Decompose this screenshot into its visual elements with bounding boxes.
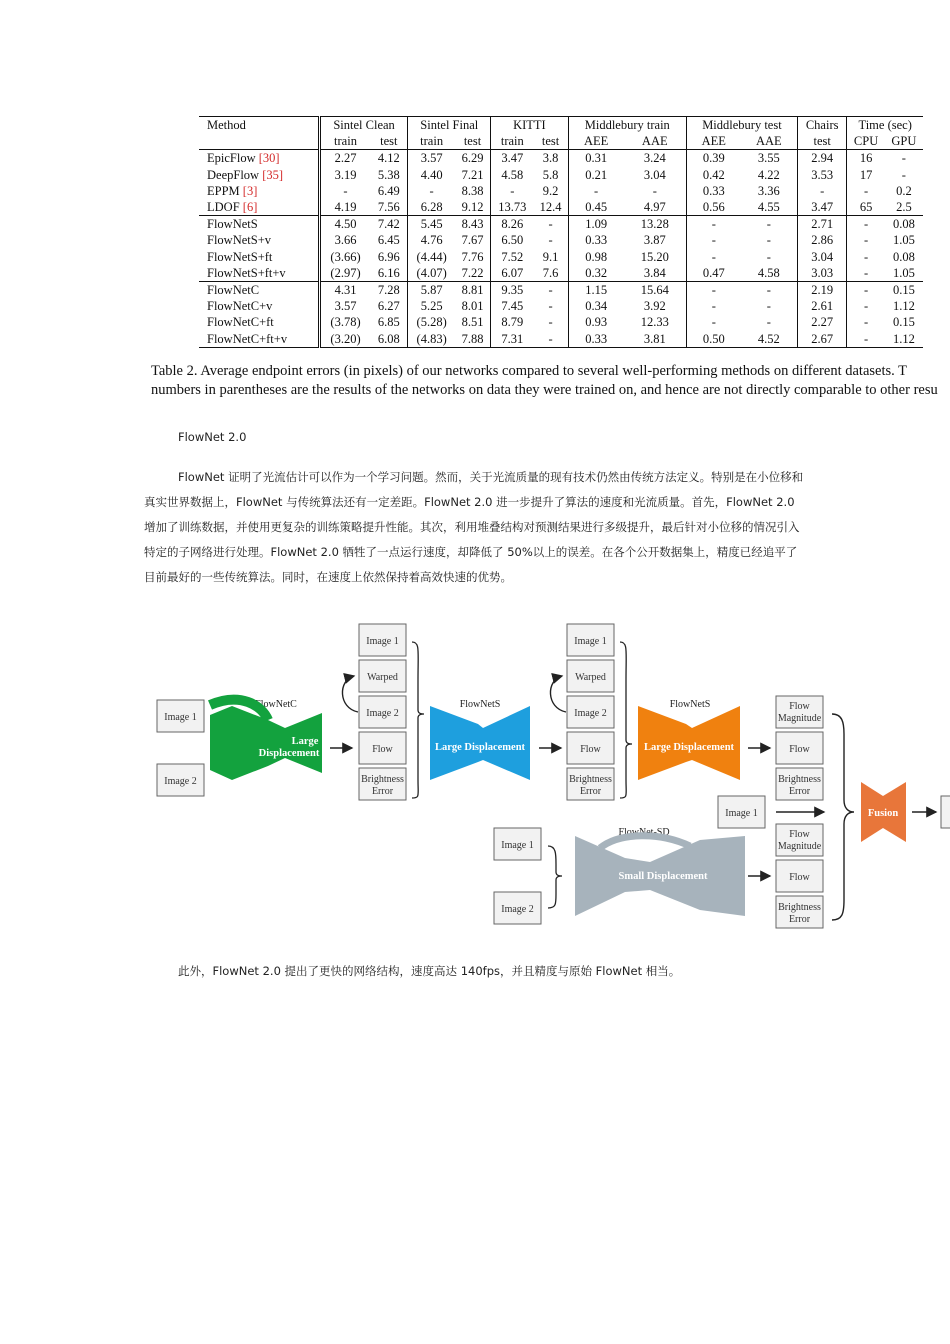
svg-text:Image 1: Image 1 [574, 636, 607, 647]
table-cell: 4.50 [334, 217, 357, 232]
right-flow-box-top [776, 732, 823, 764]
method-cell [199, 167, 319, 183]
method-name: FlowNetS+v [207, 233, 272, 248]
right-flow-box-bottom [776, 860, 823, 892]
table-cell: 6.49 [370, 183, 408, 199]
table-cell: 2.67 [797, 330, 846, 347]
method-name: FlowNetS [207, 217, 258, 232]
table-cell: 0.47 [686, 265, 740, 282]
right-flow-magnitude-box-top [776, 696, 823, 728]
table-cell: 4.97 [624, 199, 687, 216]
table-cell: 1.15 [585, 282, 608, 297]
table-cell: 4.19 [319, 199, 370, 216]
table-cell: - [343, 183, 348, 198]
table-cell: 3.84 [624, 265, 687, 282]
stack1-image2-box [359, 696, 406, 728]
table-cell: 6.08 [370, 330, 408, 347]
svg-text:Flow: Flow [372, 744, 393, 755]
table-cell: 1.05 [892, 233, 915, 248]
paragraph-line: 真实世界数据上，FlowNet 与传统算法还有一定差距。FlowNet 2.0 进一步提升了算法的速度和光流质量。首先，FlowNet 2.0 [144, 495, 795, 509]
flownets-1-text: Large Displacement [434, 742, 526, 753]
closing-sentence: 此外，FlowNet 2.0 提出了更快的网络结构，速度高达 140fps，并且精度与原始 FlowNet 相当。 [178, 964, 681, 978]
flownet-sd-text: Small Displacement [618, 871, 708, 882]
table-cell: - [711, 233, 716, 248]
table-cell: 9.1 [534, 249, 569, 265]
table-cell: 5.45 [420, 217, 443, 232]
method-name: DeepFlow [207, 167, 260, 182]
flownet-sd-label: FlowNet-SD [618, 827, 670, 838]
column-subheader: train [491, 133, 534, 150]
table-cell: 0.33 [702, 183, 725, 198]
column-subheader: CPU [847, 133, 885, 150]
table-cell: 3.53 [797, 167, 846, 183]
right-brightness-box-top [776, 768, 823, 800]
svg-text:Image 1: Image 1 [366, 636, 399, 647]
table-cell: - [534, 232, 569, 248]
table-cell: 3.57 [420, 151, 443, 166]
table-cell: - [901, 167, 906, 182]
svg-text:Magnitude: Magnitude [777, 713, 822, 724]
column-subheader: test [534, 133, 569, 150]
column-group-header: Middlebury train [568, 117, 686, 134]
svg-text:Flow: Flow [580, 744, 601, 755]
table-cell: 6.29 [455, 150, 491, 167]
table-cell: - [741, 298, 798, 314]
svg-text:Brightness: Brightness [361, 774, 404, 785]
table-cell: - [741, 281, 798, 298]
table-cell: (3.20) [319, 330, 370, 347]
column-group-header: Chairs [797, 117, 846, 134]
table-cell: 65 [847, 199, 885, 216]
method-cell [199, 298, 319, 314]
table-cell: 6.45 [370, 232, 408, 248]
table-cell: 6.96 [370, 249, 408, 265]
flownets-orange-block [638, 699, 740, 780]
table-cell: - [863, 249, 869, 264]
method-cell [199, 216, 319, 233]
svg-text:Brightness: Brightness [778, 774, 821, 785]
stack2-image2-box [567, 696, 614, 728]
table-cell: 2.27 [334, 151, 357, 166]
paragraph-line: 目前最好的一些传统算法。同时，在速度上依然保持着高效快速的优势。 [144, 570, 512, 584]
table-row [199, 232, 923, 248]
table-cell: 8.01 [455, 298, 491, 314]
table-cell: 8.51 [455, 314, 491, 330]
svg-text:Error: Error [579, 786, 602, 797]
table-cell: 8.26 [501, 217, 524, 232]
table-cell: 7.76 [455, 249, 491, 265]
table-cell: 1.09 [585, 217, 608, 232]
table-row [199, 281, 923, 298]
flownet-sd-block [575, 827, 745, 916]
table-cell: 0.45 [568, 199, 623, 216]
citation-link[interactable]: [6] [242, 200, 258, 215]
column-group-header: Time (sec) [847, 117, 923, 134]
column-subheader: test [370, 133, 408, 150]
table-cell: 0.33 [568, 330, 623, 347]
method-cell [199, 150, 319, 167]
svg-text:Error: Error [788, 786, 811, 797]
fusion-label: Fusion [867, 808, 899, 819]
column-subheader: train [319, 133, 370, 150]
method-name: EPPM [207, 183, 240, 198]
table-cell: - [741, 232, 798, 248]
table-cell: 6.50 [501, 233, 524, 248]
table-cell: - [863, 299, 869, 314]
flownets-1-label: FlowNetS [459, 699, 501, 710]
table-cell: 8.79 [501, 315, 524, 330]
table-cell: 7.42 [370, 216, 408, 233]
table-cell: 0.31 [585, 151, 608, 166]
method-name: FlowNetC [207, 282, 260, 297]
table-cell: 3.81 [624, 330, 687, 347]
flownets-blue-block [430, 699, 530, 780]
flownetc-block [210, 699, 322, 780]
table-cell: - [847, 265, 885, 282]
table-cell: 4.55 [741, 199, 798, 216]
method-cell [199, 281, 319, 298]
table-cell: 9.2 [534, 183, 569, 199]
table-cell: 7.22 [455, 265, 491, 282]
table-cell: 16 [859, 151, 873, 166]
table-row [199, 330, 923, 347]
table-cell: 3.04 [797, 249, 846, 265]
svg-text:Flow: Flow [789, 872, 810, 883]
method-name: FlowNetC+ft [207, 315, 274, 330]
method-name: EpicFlow [207, 151, 256, 166]
method-cell [199, 199, 319, 216]
flownetc-displacement-label: Displacement [258, 748, 320, 759]
table-cell: (4.44) [416, 249, 447, 264]
table-cell: - [863, 233, 869, 248]
table-cell: 3.57 [334, 299, 357, 314]
table-row [199, 249, 923, 265]
table-cell: - [624, 183, 687, 199]
table-cell: 3.04 [624, 167, 687, 183]
table-cell: 9.12 [455, 199, 491, 216]
table-cell: 4.12 [370, 150, 408, 167]
table-cell: 4.76 [420, 233, 443, 248]
table-cell: 1.12 [892, 299, 915, 314]
table-cell: 7.56 [370, 199, 408, 216]
body-paragraph [144, 465, 844, 590]
column-group-header: Sintel Clean [319, 117, 408, 134]
method-cell [199, 265, 319, 282]
image-2-label: Image 2 [164, 776, 197, 787]
table-cell: 3.36 [741, 183, 798, 199]
table-cell: 3.24 [624, 150, 687, 167]
table-row [199, 199, 923, 216]
table-cell: 0.56 [686, 199, 740, 216]
table-cell: 3.19 [334, 167, 357, 182]
table-row [199, 298, 923, 314]
table-cell: - [797, 183, 846, 199]
image-1-label: Image 1 [164, 712, 197, 723]
table-row [199, 265, 923, 282]
table-cell: (2.97) [319, 265, 370, 282]
table-cell: 0.21 [585, 167, 608, 182]
table-cell: 6.16 [370, 265, 408, 282]
svg-text:Brightness: Brightness [569, 774, 612, 785]
stack1-warped-box [359, 660, 406, 692]
table-cell: 0.34 [585, 299, 608, 314]
table-cell: (4.83) [408, 330, 455, 347]
table-row [199, 150, 923, 167]
table-cell: 3.8 [534, 150, 569, 167]
method-cell [199, 330, 319, 347]
table-cell: 7.88 [455, 330, 491, 347]
table-cell: 0.93 [585, 315, 608, 330]
table-cell: 8.38 [455, 183, 491, 199]
svg-text:Image 1: Image 1 [501, 840, 534, 851]
table-cell: - [534, 314, 569, 330]
stack2-warped-box [567, 660, 614, 692]
citation-link[interactable]: [3] [242, 183, 258, 198]
table-cell: 4.52 [741, 330, 798, 347]
table-cell: 2.61 [797, 298, 846, 314]
fusion-output-box [941, 796, 950, 828]
citation-link[interactable]: [30] [258, 151, 280, 166]
right-brightness-box-bottom [776, 896, 823, 928]
table-cell: 7.52 [501, 249, 524, 264]
paragraph-line: 特定的子网络进行处理。FlowNet 2.0 牺牲了一点运行速度，却降低了 50%以上的误差。在各个公开数据集上，精度已经追平了 [144, 545, 798, 559]
table-cell: 8.43 [455, 216, 491, 233]
table-cell: 6.07 [491, 265, 534, 282]
method-name: FlowNetS+ft [207, 249, 273, 264]
svg-text:Image 2: Image 2 [366, 708, 399, 719]
section-heading: FlowNet 2.0 [178, 430, 247, 444]
table-cell: 15.20 [624, 249, 687, 265]
table-cell: 1.12 [885, 330, 923, 347]
input-image-1-box [157, 700, 204, 732]
column-subheader: train [408, 133, 455, 150]
table-cell: - [901, 151, 906, 166]
table-cell: - [863, 282, 869, 297]
table-cell: - [711, 282, 716, 297]
column-group-header: Method [199, 117, 319, 134]
table-cell: 0.33 [585, 233, 608, 248]
svg-text:Warped: Warped [367, 672, 398, 683]
table-cell: 3.55 [741, 150, 798, 167]
table-cell: 8.81 [455, 281, 491, 298]
stack1-brightness-box [359, 768, 406, 800]
table-cell: - [863, 183, 869, 198]
svg-text:Warped: Warped [575, 672, 606, 683]
table-cell: - [741, 216, 798, 233]
table-cell: 2.71 [797, 216, 846, 233]
method-cell [199, 314, 319, 330]
table-cell: 5.87 [420, 282, 443, 297]
method-name: FlowNetC+ft+v [207, 331, 288, 346]
table-cell: 6.28 [408, 199, 455, 216]
table-cell: 0.39 [702, 151, 725, 166]
table-cell: (3.78) [330, 315, 361, 330]
table-cell: 13.73 [491, 199, 534, 216]
column-subheader: AAE [741, 133, 798, 150]
column-subheader: AEE [568, 133, 623, 150]
citation-link[interactable]: [35] [262, 167, 284, 182]
column-group-header: Middlebury test [686, 117, 797, 134]
method-cell [199, 183, 319, 199]
svg-text:Flow: Flow [789, 829, 810, 840]
table-cell: 0.2 [896, 183, 912, 198]
table-row [199, 314, 923, 330]
stack2-brightness-box [567, 768, 614, 800]
table-caption [151, 362, 950, 400]
table-cell: 4.22 [741, 167, 798, 183]
svg-text:Brightness: Brightness [778, 902, 821, 913]
header-row [199, 117, 923, 134]
table-cell: 12.4 [534, 199, 569, 216]
table-cell: 4.40 [420, 167, 443, 182]
method-name: FlowNetC+v [207, 299, 273, 314]
table-cell: 5.25 [420, 299, 443, 314]
flownets-2-label: FlowNetS [669, 699, 711, 710]
table-cell: 3.66 [334, 233, 357, 248]
table-cell: 4.58 [501, 167, 524, 182]
table-cell: 7.45 [501, 299, 524, 314]
table-cell: (4.07) [408, 265, 455, 282]
table-cell: 1.05 [885, 265, 923, 282]
column-subheader: test [797, 133, 846, 150]
table-cell: - [711, 315, 716, 330]
paragraph-line: 增加了训练数据，并使用更复杂的训练策略提升性能。其次，利用堆叠结构对预测结果进行多级提升，最后针对小位移的情况引入 [144, 520, 800, 534]
table-cell: 7.67 [455, 232, 491, 248]
table-cell: - [711, 217, 716, 232]
right-flow-magnitude-box-bottom [776, 824, 823, 856]
table-cell: 7.6 [534, 265, 569, 282]
table-cell: 7.28 [370, 281, 408, 298]
table-cell: 7.21 [455, 167, 491, 183]
table-cell: 0.15 [892, 282, 915, 297]
table-cell: 6.85 [370, 314, 408, 330]
sd-image1-box [494, 828, 541, 860]
table-cell: 9.35 [501, 282, 524, 297]
method-name: FlowNetS+ft+v [207, 265, 286, 280]
svg-text:Image 1: Image 1 [725, 808, 758, 819]
table-cell: 4.58 [741, 265, 798, 282]
table-cell: 3.47 [501, 151, 524, 166]
column-subheader: AAE [624, 133, 687, 150]
table-cell: 2.86 [797, 232, 846, 248]
table-cell: 2.5 [885, 199, 923, 216]
column-subheader: AEE [686, 133, 740, 150]
flownetc-large-label: Large [291, 736, 319, 747]
table-cell: 15.64 [624, 281, 687, 298]
table-cell: 5.38 [370, 167, 408, 183]
table-cell: - [741, 249, 798, 265]
table-cell: - [863, 315, 869, 330]
column-subheader: test [455, 133, 491, 150]
column-group-header: Sintel Final [408, 117, 491, 134]
table-cell: 5.8 [534, 167, 569, 183]
sd-image2-box [494, 892, 541, 924]
table-cell: - [711, 299, 716, 314]
table-cell: 0.08 [892, 217, 915, 232]
table-cell: - [534, 330, 569, 347]
table-row [199, 183, 923, 199]
svg-text:Flow: Flow [789, 701, 810, 712]
table-cell: 4.31 [334, 282, 357, 297]
column-subheader: GPU [885, 133, 923, 150]
svg-text:Flow: Flow [789, 744, 810, 755]
table-cell: 0.15 [892, 315, 915, 330]
table-cell: 3.87 [624, 232, 687, 248]
table-cell: 17 [859, 167, 873, 182]
table-cell: 12.33 [624, 314, 687, 330]
table-cell: - [711, 249, 716, 264]
table-cell: - [847, 330, 885, 347]
table-cell: - [534, 216, 569, 233]
svg-text:Magnitude: Magnitude [777, 841, 822, 852]
method-cell [199, 232, 319, 248]
table-cell: (5.28) [416, 315, 447, 330]
flownetc-label: FlowNetC [255, 699, 297, 710]
column-group-header: KITTI [491, 117, 569, 134]
table-cell: 2.27 [797, 314, 846, 330]
table-cell: 0.32 [568, 265, 623, 282]
table-cell: 2.19 [797, 281, 846, 298]
table-cell: - [534, 298, 569, 314]
stack2-flow-box [567, 732, 614, 764]
svg-text:Image 2: Image 2 [501, 904, 534, 915]
column-subheader [199, 133, 319, 150]
stack1-image1-box [359, 624, 406, 656]
table-cell: 0.08 [892, 249, 915, 264]
caption-line-1: Table 2. Average endpoint errors (in pixels) of our networks compared to several well-performing methods on different datasets. T [151, 363, 907, 379]
svg-text:Error: Error [371, 786, 394, 797]
table-cell: (3.66) [330, 249, 361, 264]
table-row [199, 167, 923, 183]
table-cell: - [534, 281, 569, 298]
table-cell: 7.31 [491, 330, 534, 347]
input-image-2-box [157, 764, 204, 796]
fusion-image1-box [718, 796, 765, 828]
table-cell: - [429, 183, 434, 198]
table-row [199, 216, 923, 233]
table-cell: - [594, 183, 599, 198]
table-cell: - [510, 183, 515, 198]
results-table [199, 116, 923, 348]
flownets-2-text: Large Displacement [643, 742, 735, 753]
stack2-image1-box [567, 624, 614, 656]
table-cell: 3.03 [797, 265, 846, 282]
paragraph-line: FlowNet 证明了光流估计可以作为一个学习问题。然而，关于光流质量的现有技术仍然由传统方法定义。特别是在小位移和 [178, 470, 804, 484]
svg-text:Image 2: Image 2 [574, 708, 607, 719]
table-cell: 13.28 [624, 216, 687, 233]
table-cell: - [863, 217, 869, 232]
table-cell: 0.50 [686, 330, 740, 347]
method-name: LDOF [207, 200, 240, 215]
subheader-row [199, 133, 923, 150]
caption-line-2: numbers in parentheses are the results of the networks on data they were trained on, and hence are not directly comparable to other resu [151, 382, 938, 398]
stack1-flow-box [359, 732, 406, 764]
table-cell: 0.42 [702, 167, 725, 182]
table-cell: 3.47 [797, 199, 846, 216]
table-cell: 6.27 [370, 298, 408, 314]
table-cell: - [741, 314, 798, 330]
fusion-block [861, 782, 906, 842]
flownet2-architecture-diagram [0, 610, 950, 940]
method-cell [199, 249, 319, 265]
table-cell: 0.98 [585, 249, 608, 264]
table-cell: 2.94 [797, 150, 846, 167]
table-cell: 3.92 [624, 298, 687, 314]
svg-text:Error: Error [788, 914, 811, 925]
